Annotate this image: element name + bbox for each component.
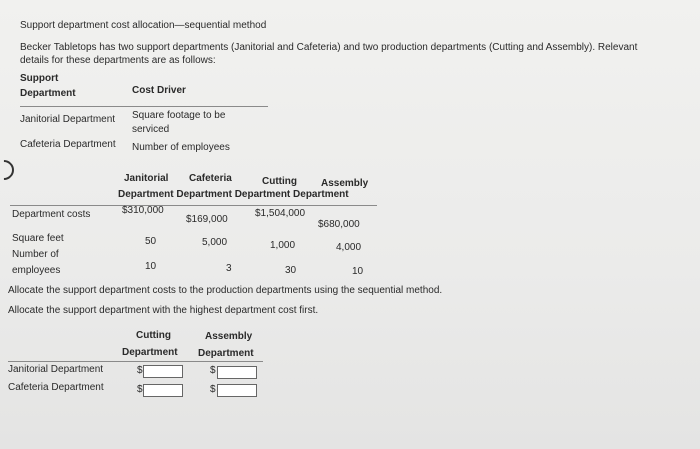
answer-col-cutting-1: Cutting [136, 330, 171, 341]
instruction-highest-first: Allocate the support department with the highest department cost first. [8, 305, 319, 316]
driver-row-janitorial: Janitorial Department [20, 114, 116, 125]
intro-text: Becker Tabletops has two support departments (Janitorial and Cafeteria) and two production departments (Cutting and Assembly). Relevant [20, 42, 638, 53]
driver-header-cost-driver: Cost Driver [132, 85, 186, 96]
sqft-assembly: 4,000 [336, 242, 362, 253]
sqft-cutting: 1,000 [270, 240, 296, 251]
page-title: Support department cost allocation—sequential method [20, 20, 267, 31]
data-table-rule [10, 205, 377, 206]
partial-circle-icon [0, 156, 18, 184]
dollar-sign: $ [137, 365, 143, 376]
answer-col-assembly-2: Department [198, 348, 254, 359]
intro-text-2: details for these departments are as follows: [20, 55, 216, 66]
emp-cafeteria: 3 [226, 263, 232, 274]
col-department-headers: Department Department Department Department [118, 189, 349, 200]
row-employees-label-1: Number of [12, 249, 59, 260]
sqft-cafeteria: 5,000 [202, 237, 228, 248]
cost-janitorial: $310,000 [122, 205, 164, 216]
janitorial-to-assembly-input[interactable] [217, 366, 257, 379]
col-cutting-header: Cutting [262, 176, 297, 187]
cafeteria-to-assembly-input[interactable] [217, 384, 257, 397]
instruction-sequential: Allocate the support department costs to the production departments using the sequential method. [8, 285, 443, 296]
emp-assembly: 10 [352, 266, 364, 277]
driver-row-cafeteria-driver: Number of employees [132, 142, 230, 153]
dollar-sign: $ [137, 384, 143, 395]
answer-col-cutting-2: Department [122, 347, 178, 358]
driver-row-cafeteria: Cafeteria Department [20, 139, 116, 150]
cost-cutting: $1,504,000 [255, 208, 306, 219]
cost-assembly: $680,000 [318, 219, 360, 230]
cost-cafeteria: $169,000 [186, 214, 228, 225]
row-employees-label-2: employees [12, 265, 61, 276]
row-square-feet-label: Square feet [12, 233, 64, 244]
driver-table-rule [20, 106, 268, 107]
col-assembly-header: Assembly [321, 178, 369, 189]
row-department-costs-label: Department costs [12, 209, 91, 220]
emp-janitorial: 10 [145, 261, 157, 272]
answer-row-janitorial: Janitorial Department [8, 364, 104, 375]
driver-row-janitorial-driver: Square footage to be [132, 110, 226, 121]
driver-header-support: Support [20, 73, 59, 84]
cafeteria-to-cutting-input[interactable] [143, 384, 183, 397]
col-cafeteria-header: Cafeteria [189, 173, 232, 184]
driver-row-janitorial-driver-2: serviced [132, 124, 170, 135]
driver-header-department: Department [20, 88, 76, 99]
col-janitorial-header: Janitorial [124, 173, 169, 184]
janitorial-to-cutting-input[interactable] [143, 365, 183, 378]
answer-row-cafeteria: Cafeteria Department [8, 382, 104, 393]
answer-col-assembly-1: Assembly [205, 331, 253, 342]
answer-table-rule [8, 361, 263, 362]
emp-cutting: 30 [285, 265, 297, 276]
dollar-sign: $ [210, 384, 216, 395]
sqft-janitorial: 50 [145, 236, 157, 247]
dollar-sign: $ [210, 365, 216, 376]
